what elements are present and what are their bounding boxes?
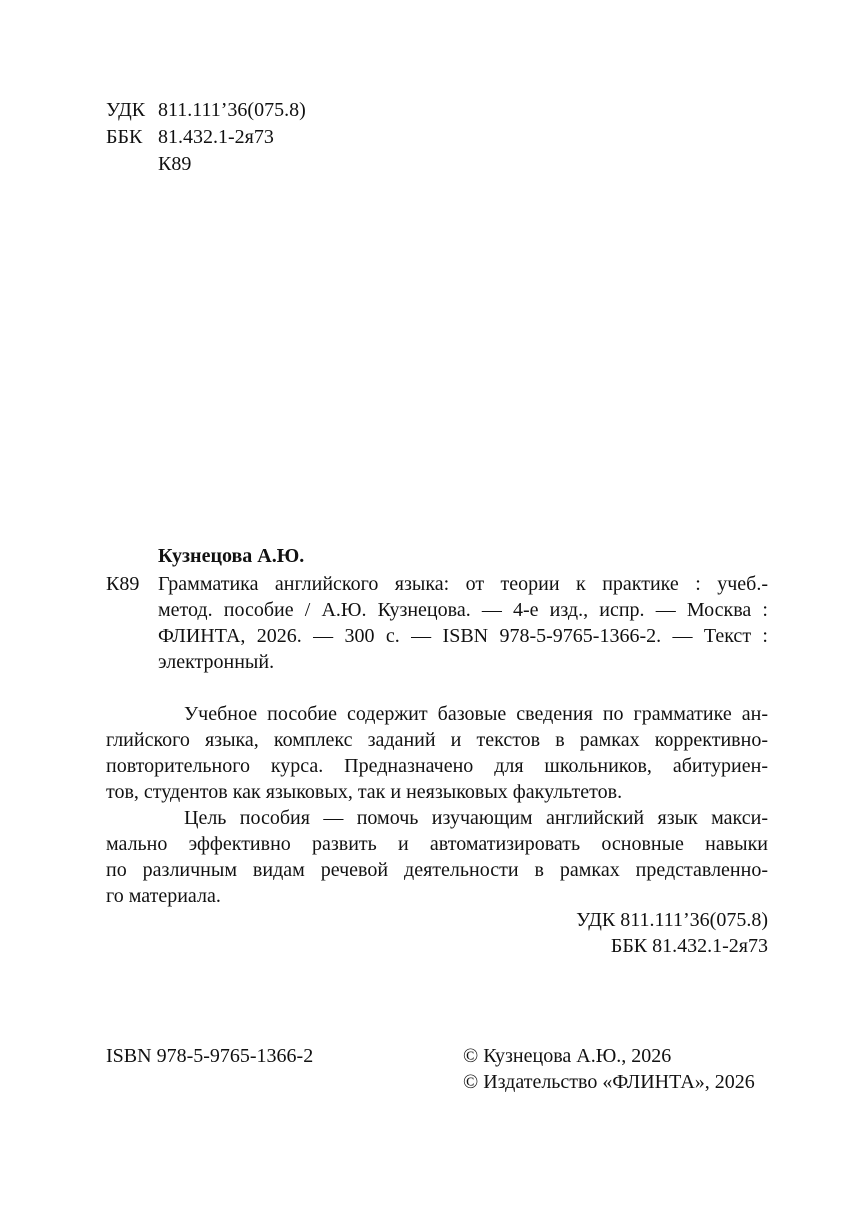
copyright-publisher: © Издательство «ФЛИНТА», 2026 bbox=[463, 1071, 755, 1093]
copyright-author: © Кузнецова А.Ю., 2026 bbox=[463, 1045, 672, 1067]
annotation-line: Учебное пособие содержит базовые сведения по грамматике ан- bbox=[184, 703, 768, 725]
biblio-line: ФЛИНТА, 2026. — 300 с. — ISBN 978-5-9765-1366-2. — Текст : bbox=[158, 625, 768, 647]
annotation-line: глийского языка, комплекс заданий и текстов в рамках коррективно- bbox=[106, 729, 768, 751]
udk-bottom: УДК 811.111’36(075.8) bbox=[576, 909, 768, 931]
bbk-bottom: ББК 81.432.1-2я73 bbox=[610, 935, 768, 957]
isbn: ISBN 978-5-9765-1366-2 bbox=[106, 1045, 314, 1067]
bibliographic-description bbox=[158, 571, 768, 675]
annotation-line: го материала. bbox=[106, 885, 221, 907]
biblio-line: метод. пособие / А.Ю. Кузнецова. — 4-е изд., испр. — Москва : bbox=[158, 599, 768, 621]
annotation-line: Цель пособия — помочь изучающим английский язык макси- bbox=[184, 807, 768, 829]
annotation-line: тов, студентов как языковых, так и неязыковых факультетов. bbox=[106, 781, 623, 803]
author-name: Кузнецова А.Ю. bbox=[158, 545, 305, 567]
author-cutter-top: К89 bbox=[158, 153, 192, 175]
bbk-value: 81.432.1-2я73 bbox=[158, 126, 274, 148]
annotation bbox=[106, 701, 768, 909]
annotation-line: мально эффективно развить и автоматизировать основные навыки bbox=[106, 833, 768, 855]
author-cutter: К89 bbox=[106, 573, 140, 595]
biblio-line: Грамматика английского языка: от теории к практике : учеб.- bbox=[158, 573, 768, 595]
udk-value: 811.111’36(075.8) bbox=[158, 99, 306, 121]
biblio-line: электронный. bbox=[158, 651, 275, 673]
annotation-line: повторительного курса. Предназначено для школьников, абитуриен- bbox=[106, 755, 768, 777]
annotation-line: по различным видам речевой деятельности в рамках представленно- bbox=[106, 859, 768, 881]
bbk-label: ББК bbox=[106, 126, 143, 148]
udk-label: УДК bbox=[106, 99, 146, 121]
